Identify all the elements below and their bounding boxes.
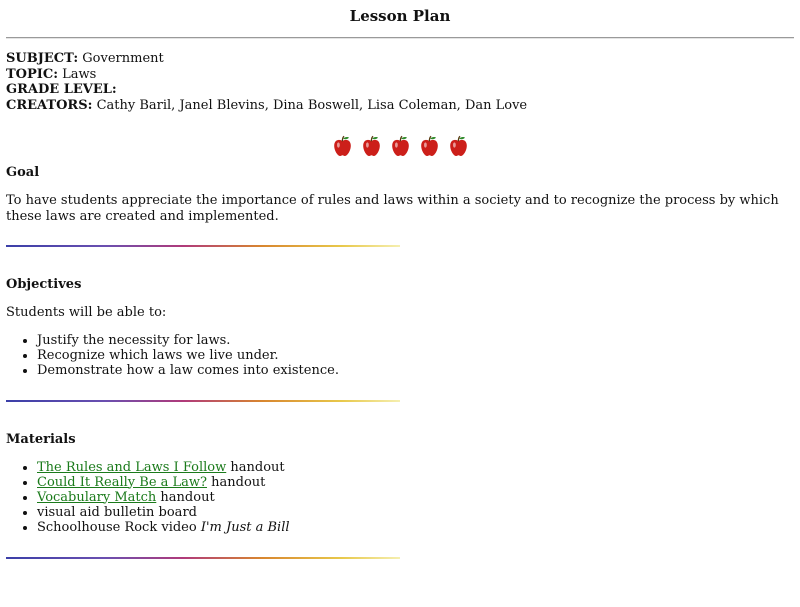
goal-heading: Goal: [6, 165, 40, 180]
creators-line: [6, 98, 794, 114]
creators-label: CREATORS:: [6, 97, 93, 113]
subject-line: [6, 51, 794, 67]
list-item: • Demonstrate how a law comes into existence.: [37, 363, 794, 378]
video-title: I'm Just a Bill: [200, 519, 290, 535]
list-item: [37, 460, 794, 475]
material-suffix: handout: [156, 489, 215, 505]
grade-level-label: GRADE LEVEL:: [6, 82, 117, 97]
apple-icon: [449, 135, 468, 157]
apple-icon: [362, 135, 381, 157]
topic-label: TOPIC:: [6, 66, 58, 82]
grade-level-line: [6, 82, 794, 98]
materials-heading: Materials: [6, 431, 76, 447]
objectives-intro: Students will be able to:: [6, 305, 167, 320]
list-item: • Justify the necessity for laws.: [37, 333, 794, 348]
page-title: Lesson Plan: [349, 7, 451, 25]
material-suffix: handout: [207, 474, 266, 490]
material-text: Schoolhouse Rock video: [37, 519, 201, 535]
could-it-really-be-a-law-link[interactable]: Could It Really Be a Law?: [37, 474, 208, 490]
list-item: [37, 520, 794, 535]
section-divider: [6, 557, 400, 559]
list-item: [37, 475, 794, 490]
topic-line: [6, 67, 794, 83]
materials-list: [6, 460, 794, 535]
topic-value: Laws: [62, 66, 97, 82]
apple-icon: [391, 135, 410, 157]
apple-icon: [420, 135, 439, 157]
goal-text: To have students appreciate the importance of rules and laws within a society and to recognize the process by which these laws are created and implemented.: [6, 193, 779, 224]
objectives-heading: Objectives: [6, 277, 82, 292]
material-suffix: handout: [226, 459, 285, 475]
subject-value: Government: [82, 51, 164, 66]
lesson-plan-page: [0, 7, 800, 559]
list-item: • Recognize which laws we live under.: [37, 348, 794, 363]
apple-rating: [6, 135, 794, 157]
rules-and-laws-handout-link[interactable]: The Rules and Laws I Follow: [37, 459, 227, 475]
apple-icon: [333, 135, 352, 157]
lesson-meta: [6, 51, 794, 113]
subject-label: SUBJECT:: [6, 51, 79, 66]
objectives-list: [6, 333, 794, 378]
list-item: • visual aid bulletin board: [37, 505, 794, 520]
creators-value: Cathy Baril, Janel Blevins, Dina Boswell, Lisa Coleman, Dan Love: [96, 97, 528, 113]
header-divider: [6, 37, 794, 39]
list-item: [37, 490, 794, 505]
vocabulary-match-link[interactable]: Vocabulary Match: [37, 489, 157, 505]
